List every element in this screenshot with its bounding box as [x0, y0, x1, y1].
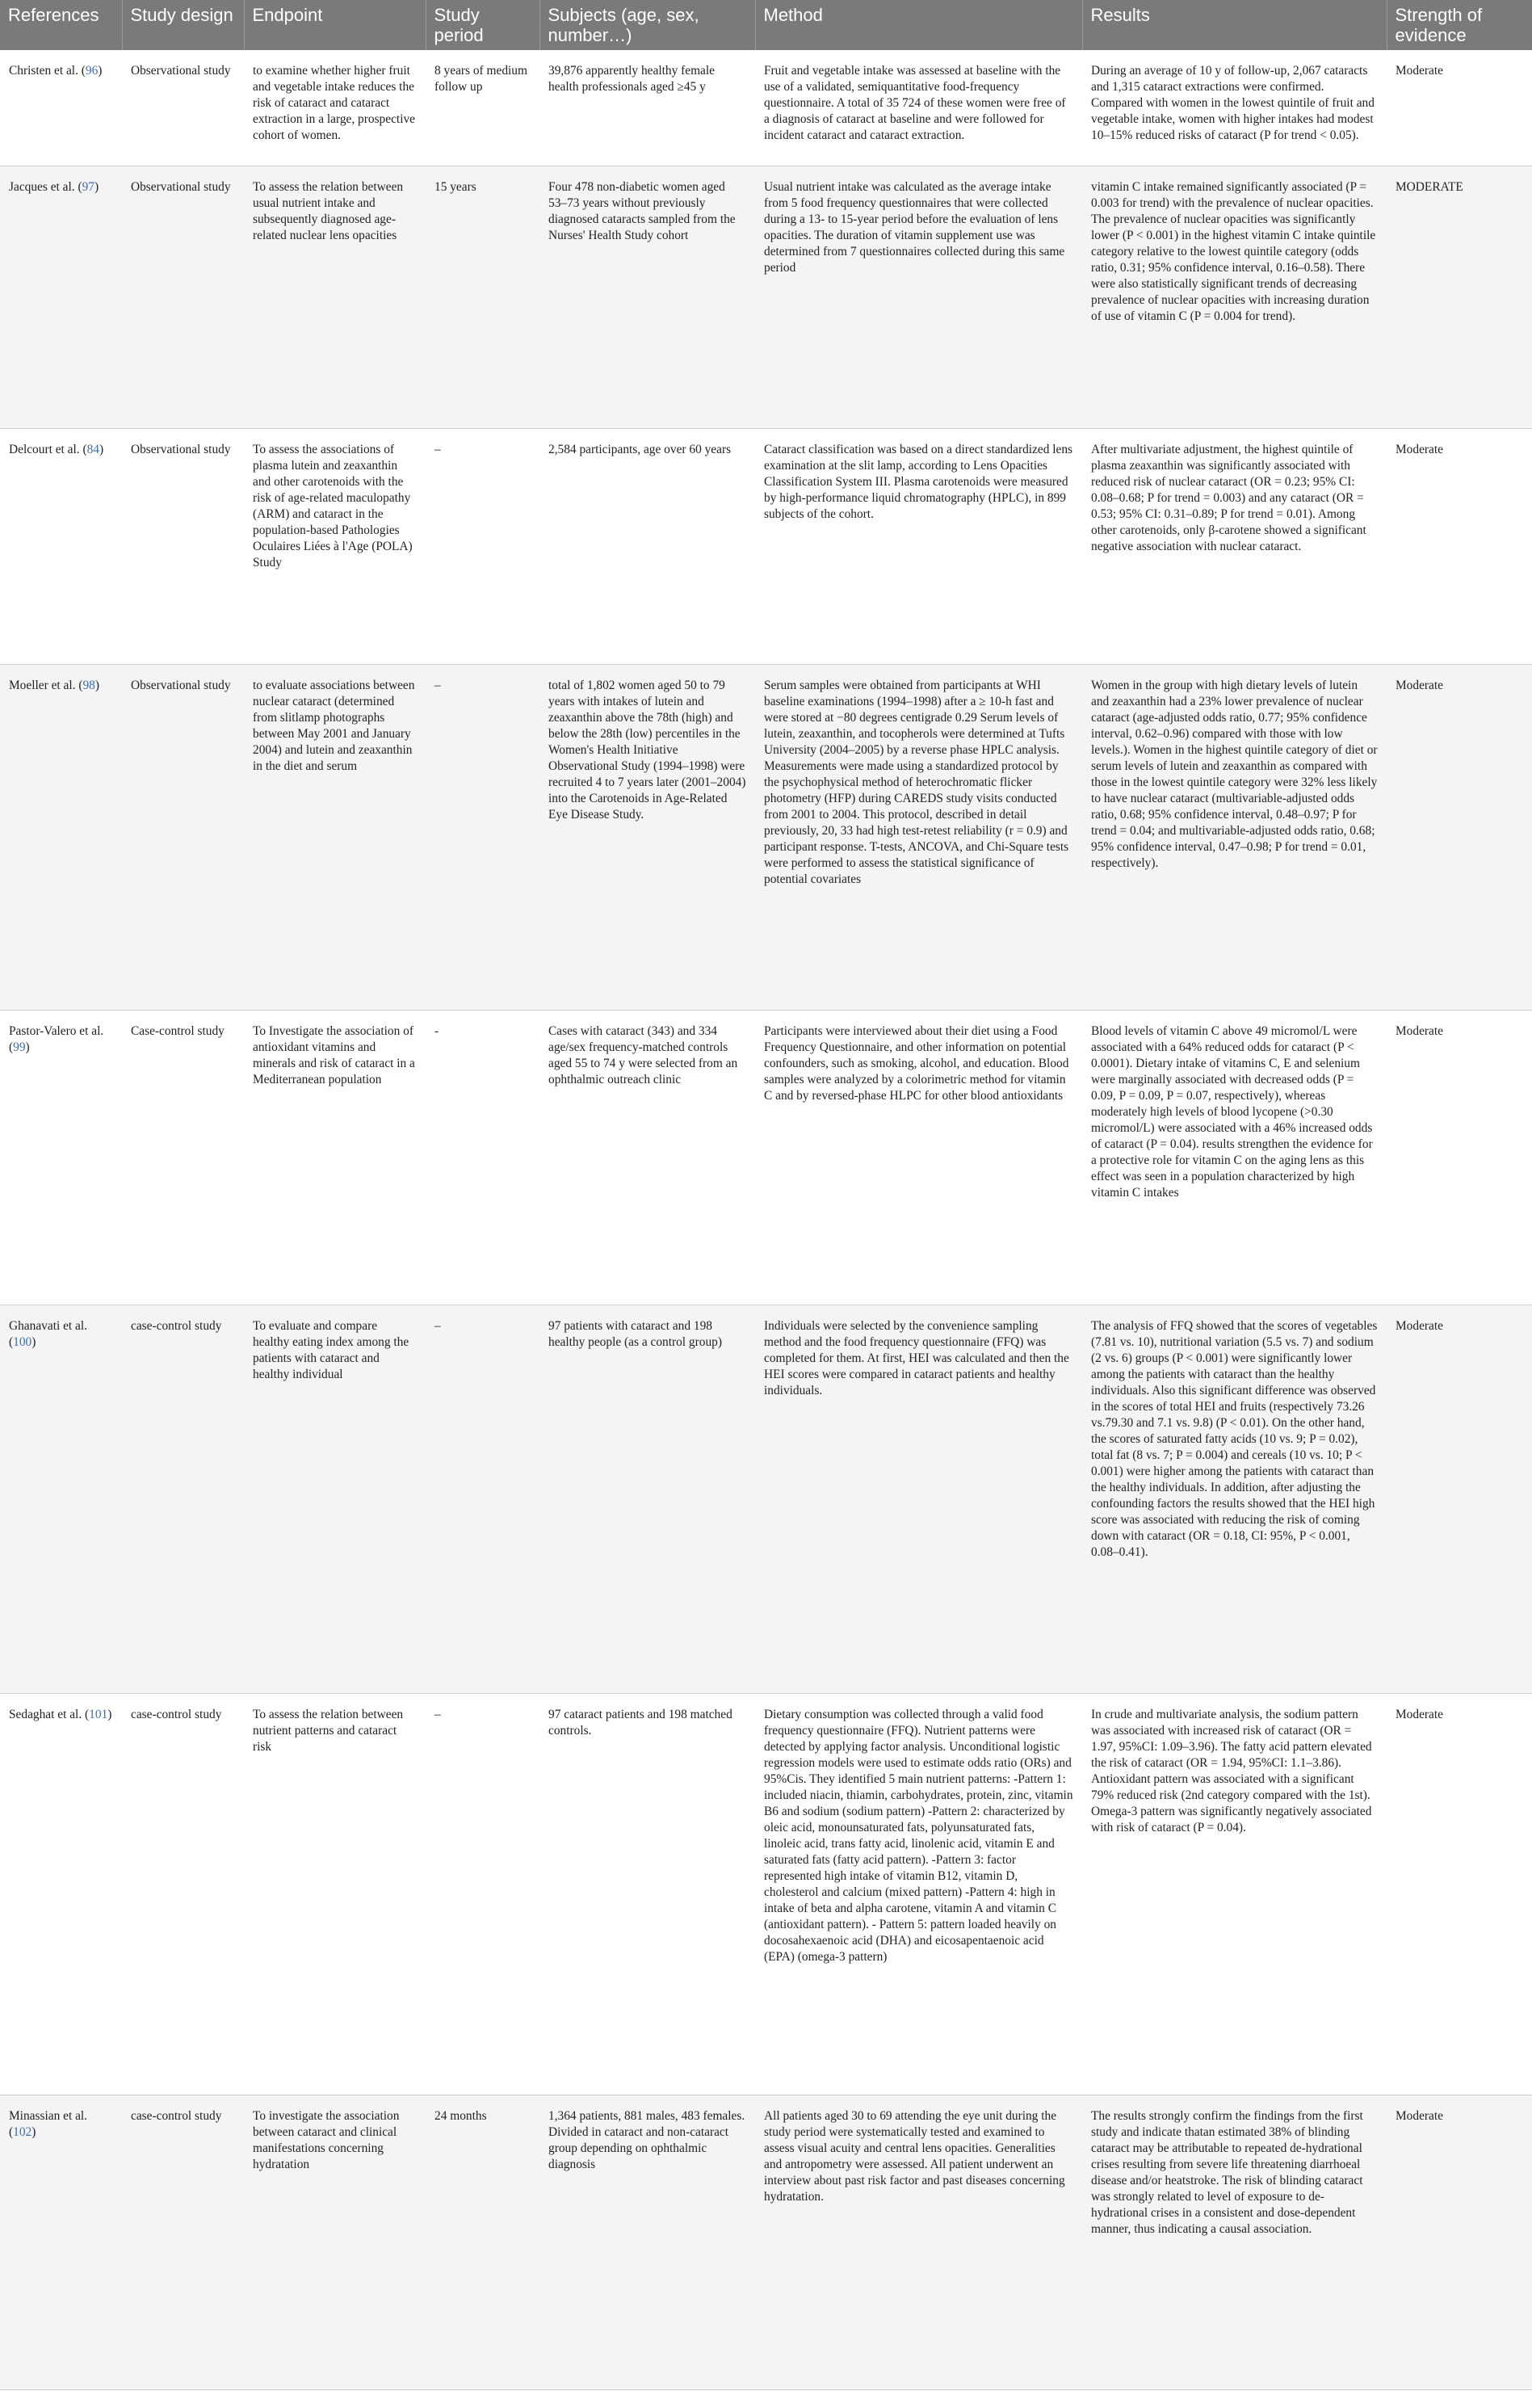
strength-cell: Moderate: [1387, 664, 1532, 1010]
reference-cell: Minassian et al. (102): [0, 2095, 122, 2389]
reference-author: Delcourt et al.: [9, 442, 80, 456]
study-design-cell: Observational study: [122, 166, 244, 428]
endpoint-cell: To investigate the association between cataract and clinical manifestations concerning hydratation: [244, 2095, 426, 2389]
header-strength-of-evidence: Strength of evidence: [1387, 0, 1532, 50]
reference-link[interactable]: 98: [82, 678, 95, 692]
study-design-cell: Case-control study: [122, 1010, 244, 1305]
reference-cell: Jacques et al. (97): [0, 166, 122, 428]
table-row: [0, 1693, 1532, 2095]
method-cell: Serum samples were obtained from participants at WHI baseline examinations (1994–1998) after a ≥ 10-h fast and were stored at −80 degrees centigrade 0.29 Serum levels of lutein, zeaxanthin, and tocopherols were determined at Tufts University (2004–2005) by a reverse phase HPLC analysis. Measurements were made using a standardized protocol by the psychophysical method of heterochromatic flicker photometry (HFP) during CAREDS study visits conducted from 2001 to 2004. This protocol, described in detail previously, 20, 33 had high test-retest reliability (r = 0.9) and participant response. T-tests, ANCOVA, and Chi-Square tests were performed to assess the statistical significance of potential covariates: [755, 664, 1082, 1010]
subjects-cell: Cases with cataract (343) and 334 age/sex frequency-matched controls aged 55 to 74 y were selected from an ophthalmic outreach clinic: [539, 1010, 755, 1305]
reference-author: Jacques et al.: [9, 179, 75, 194]
reference-cell: Pastor-Valero et al. (99): [0, 1010, 122, 1305]
study-design-cell: case-control study: [122, 1305, 244, 1693]
reference-author: Moeller et al.: [9, 678, 76, 692]
results-cell: The results strongly confirm the findings from the first study and indicate thatan estimated 38% of blinding cataract may be attributable to repeated de-hydrational crises resulting from severe life threatening diarrhoeal disease and/or heatstroke. The risk of blinding cataract was strongly related to level of exposure to de-hydrational crises in a consistent and dose-dependent manner, thus indicating a causal association.: [1082, 2095, 1387, 2389]
method-cell: Participants were interviewed about their diet using a Food Frequency Questionnaire, and other information on potential confounders, such as smoking, alcohol, and education. Blood samples were analyzed by a colorimetric method for vitamin C and by reversed-phase HLPC for other blood antioxidants: [755, 1010, 1082, 1305]
header-row: [0, 0, 1532, 50]
study-design-cell: Observational study: [122, 50, 244, 166]
results-cell: After multivariate adjustment, the highest quintile of plasma zeaxanthin was significantly associated with reduced risk of nuclear cataract (OR = 0.23; 95% CI: 0.08–0.68; P for trend = 0.003) and any cataract (OR = 0.53; 95% CI: 0.31–0.89; P for trend = 0.01). Among other carotenoids, only β-carotene showed a significant negative association with nuclear cataract.: [1082, 428, 1387, 664]
study-period-cell: 24 months: [426, 2095, 539, 2389]
reference-author: Minassian et al.: [9, 2108, 88, 2123]
study-period-cell: –: [426, 428, 539, 664]
study-period-cell: 15 years: [426, 166, 539, 428]
reference-link[interactable]: 84: [86, 442, 99, 456]
method-cell: All patients aged 30 to 69 attending the eye unit during the study period were systematically tested and examined to assess visual acuity and central lens opacities. Generalities and antropometry were assessed. All patient underwent an interview about past risk factor and past diseases concerning hydratation.: [755, 2095, 1082, 2389]
results-cell: Women in the group with high dietary levels of lutein and zeaxanthin had a 23% lower prevalence of nuclear cataract (age-adjusted odds ratio, 0.77; 95% confidence interval, 0.62–0.96) compared with those with low levels.). Women in the highest quintile category of diet or serum levels of lutein and zeaxanthin as compared with those in the lowest quintile category were 32% less likely to have nuclear cataract (multivariable-adjusted odds ratio, 0.68; 95% confidence interval, 0.48–0.97; P for trend = 0.04; and multivariable-adjusted odds ratio, 0.68; 95% confidence interval, 0.47–0.98; P for trend = 0.01, respectively).: [1082, 664, 1387, 1010]
strength-cell: MODERATE: [1387, 166, 1532, 428]
endpoint-cell: To evaluate and compare healthy eating index among the patients with cataract and healthy individual: [244, 1305, 426, 1693]
strength-cell: Moderate: [1387, 50, 1532, 166]
endpoint-cell: To assess the relation between nutrient patterns and cataract risk: [244, 1693, 426, 2095]
subjects-cell: Four 478 non-diabetic women aged 53–73 years without previously diagnosed cataracts sampled from the Nurses' Health Study cohort: [539, 166, 755, 428]
method-cell: Fruit and vegetable intake was assessed at baseline with the use of a validated, semiquantitative food-frequency questionnaire. A total of 35 724 of these women were free of a diagnosis of cataract at baseline and were followed for incident cataract and cataract extraction.: [755, 50, 1082, 166]
subjects-cell: total of 1,802 women aged 50 to 79 years with intakes of lutein and zeaxanthin above the 78th (high) and below the 28th (low) percentiles in the Women's Health Initiative Observational Study (1994–1998) were recruited 4 to 7 years later (2001–2004) into the Carotenoids in Age-Related Eye Disease Study.: [539, 664, 755, 1010]
results-cell: vitamin C intake remained significantly associated (P = 0.003 for trend) with the prevalence of nuclear opacities. The prevalence of nuclear opacities was significantly lower (P < 0.001) in the highest vitamin C intake quintile category relative to the lowest quintile category (odds ratio, 0.31; 95% confidence interval, 0.16–0.58). There were also statistically significant trends of decreasing prevalence of nuclear opacities with increasing duration of use of vitamin C (P = 0.004 for trend).: [1082, 166, 1387, 428]
strength-cell: Moderate: [1387, 428, 1532, 664]
subjects-cell: 2,584 participants, age over 60 years: [539, 428, 755, 664]
strength-cell: Moderate: [1387, 2095, 1532, 2389]
reference-link[interactable]: 97: [82, 179, 94, 194]
table-row: [0, 1010, 1532, 1305]
reference-link[interactable]: 99: [13, 1040, 26, 1054]
reference-cell: Sedaghat et al. (101): [0, 1693, 122, 2095]
strength-cell: Moderate: [1387, 1010, 1532, 1305]
results-cell: Blood levels of vitamin C above 49 micromol/L were associated with a 64% reduced odds for cataract (P < 0.0001). Dietary intake of vitamins C, E and selenium were marginally associated with decreased odds (P = 0.09, P = 0.09, P = 0.07, respectively), whereas moderately high levels of blood lycopene (>0.30 micromol/L) were associated with a 46% increased odds of cataract (P = 0.04). results strengthen the evidence for a protective role for vitamin C on the aging lens as this effect was seen in a population characterized by high vitamin C intakes: [1082, 1010, 1387, 1305]
study-design-cell: case-control study: [122, 2095, 244, 2389]
reference-link[interactable]: 101: [89, 1707, 108, 1721]
subjects-cell: 39,876 apparently healthy female health professionals aged ≥45 y: [539, 50, 755, 166]
results-cell: In crude and multivariate analysis, the sodium pattern was associated with increased risk of cataract (OR = 1.97, 95%CI: 1.09–3.96). The fatty acid pattern elevated the risk of cataract (OR = 1.94, 95%CI: 1.1–3.86). Antioxidant pattern was associated with a significant 79% reduced risk (2nd category compared with the 1st). Omega-3 pattern was significantly negatively associated with risk of cataract (P = 0.04).: [1082, 1693, 1387, 2095]
study-period-cell: –: [426, 1305, 539, 1693]
study-period-cell: 8 years of medium follow up: [426, 50, 539, 166]
subjects-cell: 97 cataract patients and 198 matched controls.: [539, 1693, 755, 2095]
study-design-cell: case-control study: [122, 1693, 244, 2095]
table-body: [0, 50, 1532, 2389]
endpoint-cell: to examine whether higher fruit and vegetable intake reduces the risk of cataract and cataract extraction in a large, prospective cohort of women.: [244, 50, 426, 166]
header-study-period: Study period: [426, 0, 539, 50]
endpoint-cell: To assess the relation between usual nutrient intake and subsequently diagnosed age-related nuclear lens opacities: [244, 166, 426, 428]
strength-cell: Moderate: [1387, 1305, 1532, 1693]
reference-link[interactable]: 100: [13, 1334, 32, 1349]
table-row: [0, 428, 1532, 664]
header-method: Method: [755, 0, 1082, 50]
reference-author: Christen et al.: [9, 64, 78, 78]
strength-cell: Moderate: [1387, 1693, 1532, 2095]
header-references: References: [0, 0, 122, 50]
table-header: [0, 0, 1532, 50]
study-period-cell: –: [426, 1693, 539, 2095]
subjects-cell: 97 patients with cataract and 198 healthy people (as a control group): [539, 1305, 755, 1693]
reference-cell: Christen et al. (96): [0, 50, 122, 166]
study-design-cell: Observational study: [122, 428, 244, 664]
header-study-design: Study design: [122, 0, 244, 50]
reference-author: Pastor-Valero et al.: [9, 1023, 104, 1038]
results-cell: The analysis of FFQ showed that the scores of vegetables (7.81 vs. 10), nutritional variation (5.5 vs. 7) and sodium (2 vs. 6) groups (P < 0.001) were significantly lower among the patients with cataract than the healthy individuals. Also this significant difference was observed in the scores of total HEI and fruits (respectively 73.26 vs.79.30 and 7.1 vs. 9.8) (P < 0.01). On the other hand, the scores of saturated fatty acids (10 vs. 9; P = 0.02), total fat (8 vs. 7; P = 0.004) and cereals (10 vs. 10; P < 0.001) were higher among the patients with cataract than the healthy individuals. In addition, after adjusting the confounding factors the results showed that the HEI high score was associated with reducing the risk of coming down with cataract (OR = 0.18, CI: 95%, P < 0.001, 0.08–0.41).: [1082, 1305, 1387, 1693]
study-period-cell: -: [426, 1010, 539, 1305]
subjects-cell: 1,364 patients, 881 males, 483 females. Divided in cataract and non-cataract group depending on ophthalmic diagnosis: [539, 2095, 755, 2389]
table-row: [0, 664, 1532, 1010]
study-period-cell: –: [426, 664, 539, 1010]
endpoint-cell: To assess the associations of plasma lutein and zeaxanthin and other carotenoids with the risk of age-related maculopathy (ARM) and cataract in the population-based Pathologies Oculaires Liées à l'Age (POLA) Study: [244, 428, 426, 664]
method-cell: Individuals were selected by the convenience sampling method and the food frequency questionnaire (FFQ) was completed for them. At first, HEI was calculated and then the HEI scores were compared in cataract patients and healthy individuals.: [755, 1305, 1082, 1693]
endpoint-cell: To Investigate the association of antioxidant vitamins and minerals and risk of cataract in a Mediterranean population: [244, 1010, 426, 1305]
table-row: [0, 50, 1532, 166]
results-cell: During an average of 10 y of follow-up, 2,067 cataracts and 1,315 cataract extractions were confirmed. Compared with women in the lowest quintile of fruit and vegetable intake, women with higher intakes had modest 10–15% reduced risks of cataract (P for trend < 0.05).: [1082, 50, 1387, 166]
method-cell: Usual nutrient intake was calculated as the average intake from 5 food frequency questionnaires that were collected during a 13- to 15-year period before the evaluation of lens opacities. The duration of vitamin supplement use was determined from 7 questionnaires collected during this same period: [755, 166, 1082, 428]
table-row: [0, 1305, 1532, 1693]
header-subjects: Subjects (age, sex, number…): [539, 0, 755, 50]
reference-cell: Moeller et al. (98): [0, 664, 122, 1010]
header-endpoint: Endpoint: [244, 0, 426, 50]
reference-link[interactable]: 102: [13, 2124, 32, 2139]
header-results: Results: [1082, 0, 1387, 50]
method-cell: Dietary consumption was collected through a valid food frequency questionnaire (FFQ). Nutrient patterns were detected by applying factor analysis. Unconditional logistic regression models were used to estimate odds ratio (ORs) and 95%Cis. They identified 5 main nutrient patterns: -Pattern 1: included niacin, thiamin, carbohydrates, protein, zinc, vitamin B6 and sodium (sodium pattern) -Pattern 2: characterized by oleic acid, monounsaturated fats, polyunsaturated fats, linoleic acid, trans fatty acid, linolenic acid, vitamin E and saturated fats (fatty acid pattern). -Pattern 3: factor represented high intake of vitamin B12, vitamin D, cholesterol and calcium (mixed pattern) -Pattern 4: high in intake of beta and alpha carotene, vitamin A and vitamin C (antioxidant pattern). - Pattern 5: pattern loaded heavily on docosahexaenoic acid (DHA) and eicosapentaenoic acid (EPA) (omega-3 pattern): [755, 1693, 1082, 2095]
reference-author: Sedaghat et al.: [9, 1707, 82, 1721]
reference-cell: Delcourt et al. (84): [0, 428, 122, 664]
reference-link[interactable]: 96: [85, 64, 99, 78]
endpoint-cell: to evaluate associations between nuclear cataract (determined from slitlamp photographs between May 2001 and January 2004) and lutein and zeaxanthin in the diet and serum: [244, 664, 426, 1010]
study-design-cell: Observational study: [122, 664, 244, 1010]
reference-author: Ghanavati et al.: [9, 1318, 88, 1333]
method-cell: Cataract classification was based on a direct standardized lens examination at the slit lamp, according to Lens Opacities Classification System III. Plasma carotenoids were measured by high-performance liquid chromatography (HPLC), in 899 subjects of the cohort.: [755, 428, 1082, 664]
table-row: [0, 2095, 1532, 2389]
reference-cell: Ghanavati et al. (100): [0, 1305, 122, 1693]
table-row: [0, 166, 1532, 428]
